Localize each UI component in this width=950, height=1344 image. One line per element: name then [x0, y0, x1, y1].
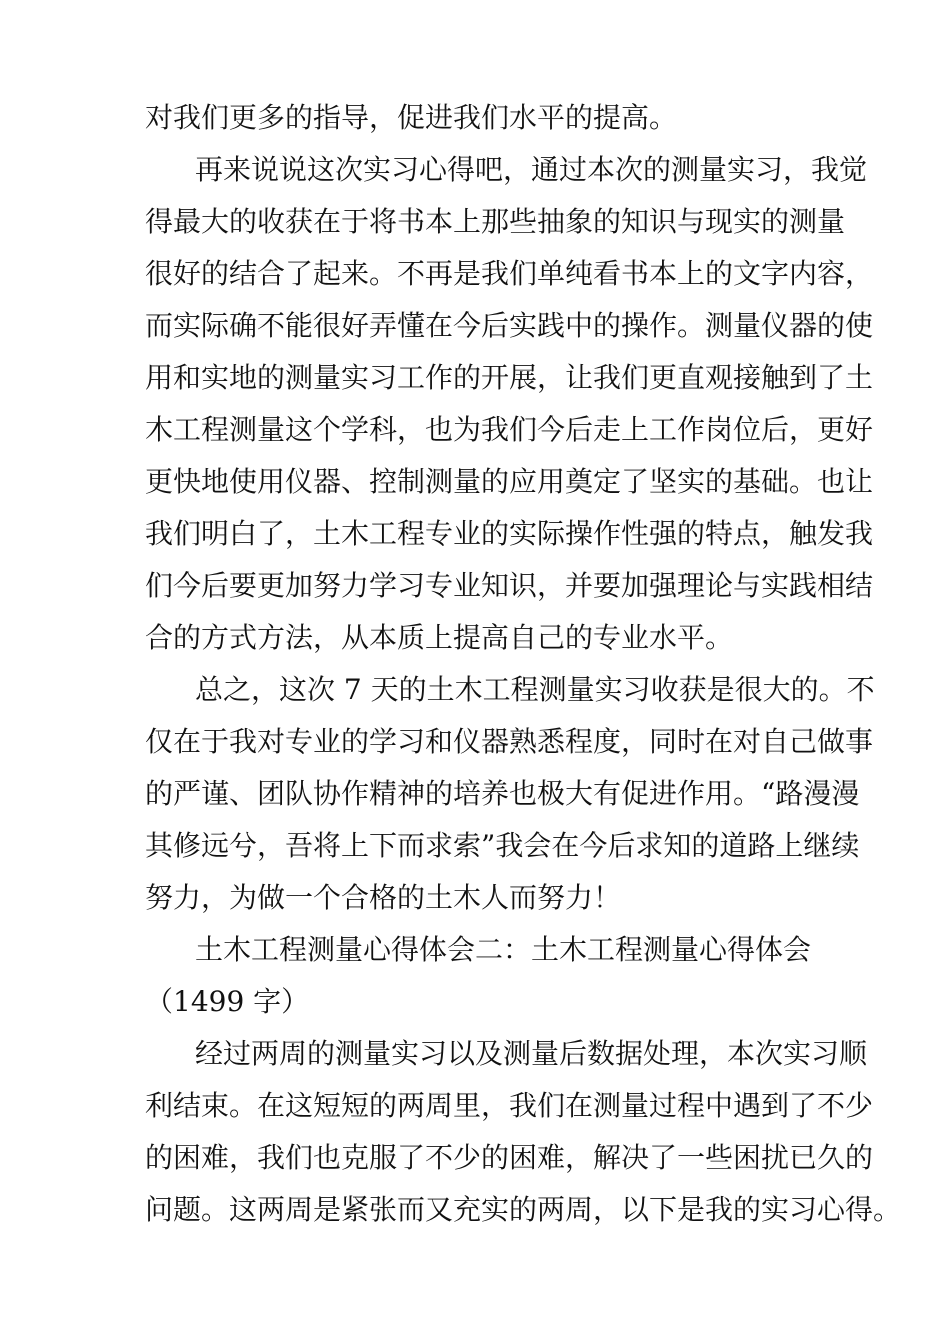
text-line-11: 合的方式方法，从本质上提高自己的专业水平。: [145, 621, 734, 654]
text-line-22: 问题。这两周是紧张而又充实的两周，以下是我的实习心得。: [145, 1193, 902, 1226]
text-line-16: 努力，为做一个合格的土木人而努力！: [145, 881, 622, 914]
text-line-13: 仅在于我对专业的学习和仪器熟悉程度，同时在对自己做事: [145, 725, 874, 758]
text-line-8: 更快地使用仪器、控制测量的应用奠定了坚实的基础。也让: [145, 465, 874, 498]
text-line-19: 经过两周的测量实习以及测量后数据处理，本次实习顺: [195, 1037, 868, 1070]
text-line-10: 们今后要更加努力学习专业知识，并要加强理论与实践相结: [145, 569, 874, 602]
text-line-7: 木工程测量这个学科，也为我们今后走上工作岗位后，更好: [145, 413, 874, 446]
text-line-3: 得最大的收获在于将书本上那些抽象的知识与现实的测量: [145, 205, 846, 238]
section-heading-word-count: （1499 字）: [145, 985, 310, 1018]
text-line-20: 利结束。在这短短的两周里，我们在测量过程中遇到了不少: [145, 1089, 874, 1122]
text-line-6: 用和实地的测量实习工作的开展，让我们更直观接触到了土: [145, 361, 874, 394]
text-line-14: 的严谨、团队协作精神的培养也极大有促进作用。“路漫漫: [145, 777, 860, 810]
text-line-4: 很好的结合了起来。不再是我们单纯看书本上的文字内容，: [145, 257, 874, 290]
text-line-2: 再来说说这次实习心得吧，通过本次的测量实习，我觉: [195, 153, 868, 186]
text-line-15: 其修远兮，吾将上下而求索”我会在今后求知的道路上继续: [145, 829, 860, 862]
text-line-5: 而实际确不能很好弄懂在今后实践中的操作。测量仪器的使: [145, 309, 874, 342]
text-line-1: 对我们更多的指导，促进我们水平的提高。: [145, 101, 678, 134]
text-line-9: 我们明白了，土木工程专业的实际操作性强的特点，触发我: [145, 517, 874, 550]
section-heading: 土木工程测量心得体会二：土木工程测量心得体会: [195, 933, 812, 966]
text-line-21: 的困难，我们也克服了不少的困难，解决了一些困扰已久的: [145, 1141, 874, 1174]
text-line-12: 总之，这次 7 天的土木工程测量实习收获是很大的。不: [195, 673, 875, 706]
